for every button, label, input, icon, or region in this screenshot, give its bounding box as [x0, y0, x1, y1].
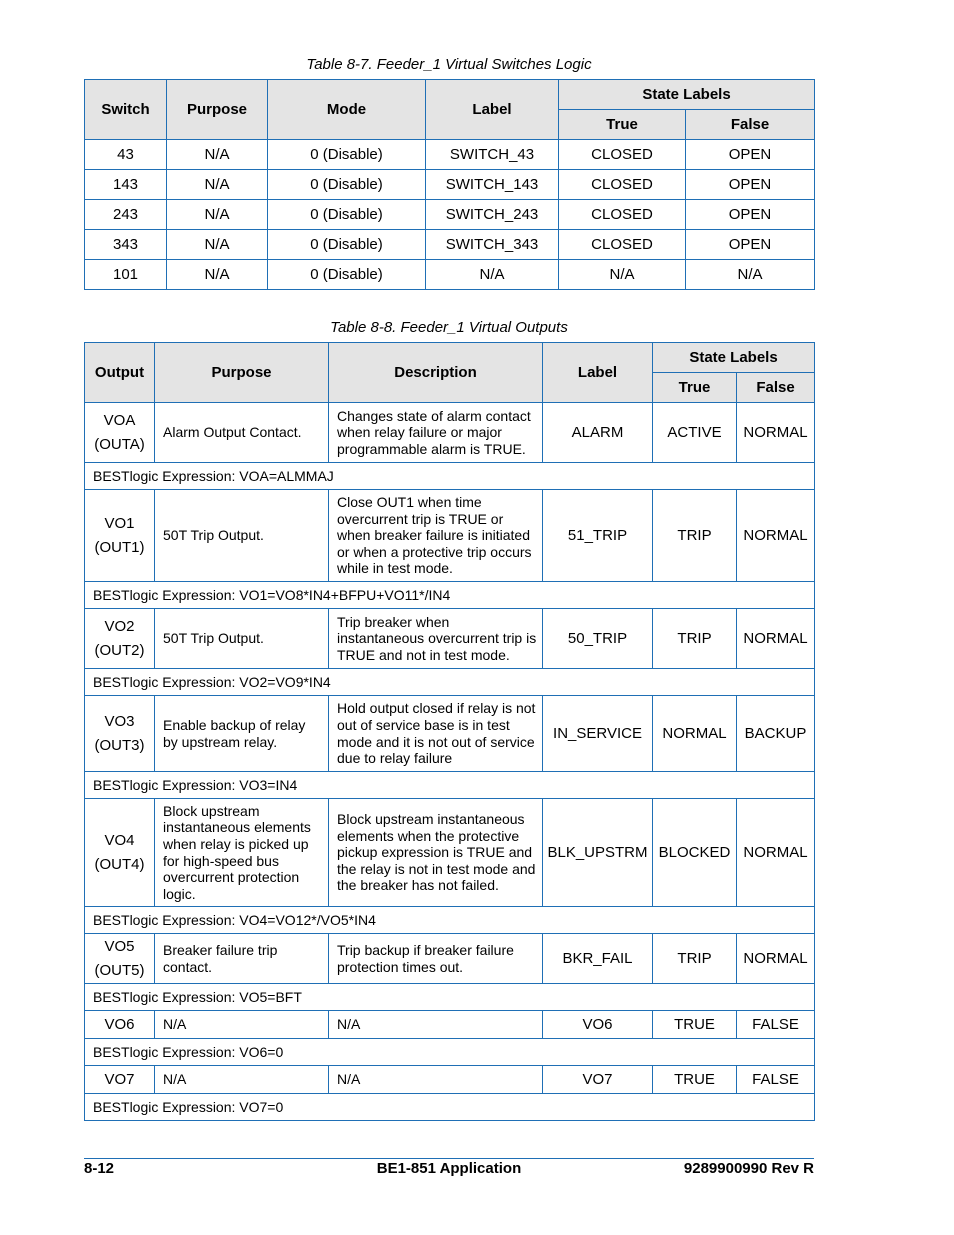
label-cell: N/A [426, 260, 559, 290]
bestlogic-expression: BESTlogic Expression: VOA=ALMMAJ [85, 463, 815, 490]
output-id: (OUT1) [94, 538, 145, 556]
output-cell [85, 799, 155, 907]
false-cell: BACKUP [737, 696, 815, 772]
false-cell: OPEN [686, 170, 815, 200]
description-cell: Trip breaker when instantaneous overcurrent trip is TRUE and not in test mode. [329, 609, 543, 669]
output-id: (OUT2) [94, 641, 145, 659]
output-id: VO7 [104, 1070, 135, 1088]
output-id: VO1 [104, 515, 135, 533]
false-cell: NORMAL [737, 490, 815, 582]
label-cell: 51_TRIP [543, 490, 653, 582]
table-row [85, 260, 815, 290]
false-cell: N/A [686, 260, 815, 290]
purpose-cell: Block upstream instantaneous elements when relay is picked up for high-speed bus overcurrent protection logic. [155, 799, 329, 907]
true-cell: NORMAL [653, 696, 737, 772]
purpose-cell: Breaker failure trip contact. [155, 934, 329, 984]
true-cell: BLOCKED [653, 799, 737, 907]
output-cell [85, 934, 155, 984]
table-row [85, 609, 815, 669]
footer-title: BE1-851 Application [376, 1160, 522, 1177]
purpose-cell: 50T Trip Output. [155, 609, 329, 669]
true-cell: CLOSED [559, 170, 686, 200]
true-cell: CLOSED [559, 230, 686, 260]
purpose-cell: N/A [167, 200, 268, 230]
purpose-cell: N/A [167, 230, 268, 260]
true-cell: CLOSED [559, 200, 686, 230]
footer-doc-number: 9289900990 Rev R [683, 1160, 814, 1177]
mode-cell: 0 (Disable) [268, 170, 426, 200]
table-row [85, 403, 815, 463]
header-state-labels: State Labels [653, 343, 815, 373]
mode-cell: 0 (Disable) [268, 260, 426, 290]
switch-cell: 243 [85, 200, 167, 230]
table-row [85, 1066, 815, 1094]
output-cell [85, 1066, 155, 1094]
false-cell: OPEN [686, 230, 815, 260]
expression-row [85, 1094, 815, 1121]
table-row [85, 230, 815, 260]
description-cell: Changes state of alarm contact when relay failure or major programmable alarm is TRUE. [329, 403, 543, 463]
description-cell: Hold output closed if relay is not out of service base is in test mode and it is not out of service due to relay failure [329, 696, 543, 772]
label-cell: ALARM [543, 403, 653, 463]
header-label: Label [543, 343, 653, 403]
label-cell: BKR_FAIL [543, 934, 653, 984]
mode-cell: 0 (Disable) [268, 140, 426, 170]
expression-row [85, 582, 815, 609]
virtual-outputs-table [84, 342, 815, 1121]
table-row [85, 490, 815, 582]
footer-page-number: 8-12 [84, 1160, 115, 1177]
label-cell: SWITCH_243 [426, 200, 559, 230]
label-cell: 50_TRIP [543, 609, 653, 669]
output-id: VO4 [104, 832, 135, 850]
output-id: VOA [103, 412, 136, 430]
false-cell: OPEN [686, 200, 815, 230]
false-cell: NORMAL [737, 609, 815, 669]
bestlogic-expression: BESTlogic Expression: VO5=BFT [85, 984, 815, 1011]
output-id: VO3 [104, 713, 135, 731]
table-row [85, 1011, 815, 1039]
false-cell: FALSE [737, 1011, 815, 1039]
bestlogic-expression: BESTlogic Expression: VO3=IN4 [85, 772, 815, 799]
false-cell: FALSE [737, 1066, 815, 1094]
output-id: VO6 [104, 1015, 135, 1033]
true-cell: TRUE [653, 1066, 737, 1094]
true-cell: TRIP [653, 609, 737, 669]
bestlogic-expression: BESTlogic Expression: VO1=VO8*IN4+BFPU+VO11*/IN4 [85, 582, 815, 609]
output-cell [85, 696, 155, 772]
purpose-cell: Enable backup of relay by upstream relay. [155, 696, 329, 772]
table-row [85, 140, 815, 170]
bestlogic-expression: BESTlogic Expression: VO6=0 [85, 1039, 815, 1066]
switch-cell: 101 [85, 260, 167, 290]
expression-row [85, 463, 815, 490]
table1-caption: Table 8-7. Feeder_1 Virtual Switches Logic [306, 56, 592, 73]
header-state-labels: State Labels [559, 80, 815, 110]
header-description: Description [329, 343, 543, 403]
bestlogic-expression: BESTlogic Expression: VO2=VO9*IN4 [85, 669, 815, 696]
switch-cell: 343 [85, 230, 167, 260]
expression-row [85, 907, 815, 934]
purpose-cell: N/A [155, 1011, 329, 1039]
header-true: True [559, 110, 686, 140]
label-cell: SWITCH_343 [426, 230, 559, 260]
description-cell: Close OUT1 when time overcurrent trip is TRUE or when breaker failure is initiated or when a protective trip occurs while in test mode. [329, 490, 543, 582]
description-cell: Trip backup if breaker failure protection times out. [329, 934, 543, 984]
description-cell: N/A [329, 1066, 543, 1094]
description-cell: N/A [329, 1011, 543, 1039]
purpose-cell: N/A [155, 1066, 329, 1094]
table-row [85, 934, 815, 984]
true-cell: CLOSED [559, 140, 686, 170]
purpose-cell: 50T Trip Output. [155, 490, 329, 582]
virtual-switches-table [84, 79, 815, 290]
switch-cell: 143 [85, 170, 167, 200]
output-id: VO5 [104, 938, 135, 956]
false-cell: OPEN [686, 140, 815, 170]
output-cell [85, 490, 155, 582]
footer-divider [84, 1158, 814, 1159]
true-cell: ACTIVE [653, 403, 737, 463]
expression-row [85, 772, 815, 799]
output-id: (OUT5) [94, 961, 145, 979]
output-cell [85, 609, 155, 669]
true-cell: TRIP [653, 934, 737, 984]
label-cell: VO6 [543, 1011, 653, 1039]
header-true: True [653, 373, 737, 403]
header-purpose: Purpose [167, 80, 268, 140]
output-id: (OUT4) [94, 855, 145, 873]
table-row [85, 799, 815, 907]
false-cell: NORMAL [737, 403, 815, 463]
header-label: Label [426, 80, 559, 140]
label-cell: IN_SERVICE [543, 696, 653, 772]
false-cell: NORMAL [737, 934, 815, 984]
expression-row [85, 1039, 815, 1066]
label-cell: SWITCH_143 [426, 170, 559, 200]
header-switch: Switch [85, 80, 167, 140]
output-id: (OUTA) [94, 435, 145, 453]
true-cell: TRIP [653, 490, 737, 582]
purpose-cell: N/A [167, 260, 268, 290]
label-cell: BLK_UPSTRM [543, 799, 653, 907]
output-cell [85, 403, 155, 463]
bestlogic-expression: BESTlogic Expression: VO4=VO12*/VO5*IN4 [85, 907, 815, 934]
bestlogic-expression: BESTlogic Expression: VO7=0 [85, 1094, 815, 1121]
purpose-cell: Alarm Output Contact. [155, 403, 329, 463]
header-mode: Mode [268, 80, 426, 140]
true-cell: N/A [559, 260, 686, 290]
output-id: (OUT3) [94, 736, 145, 754]
header-false: False [737, 373, 815, 403]
table-row [85, 200, 815, 230]
false-cell: NORMAL [737, 799, 815, 907]
table-row [85, 696, 815, 772]
true-cell: TRUE [653, 1011, 737, 1039]
header-false: False [686, 110, 815, 140]
description-cell: Block upstream instantaneous elements when the protective pickup expression is TRUE and the relay is not in test mode and the breaker has not failed. [329, 799, 543, 907]
header-output: Output [85, 343, 155, 403]
table-row [85, 170, 815, 200]
mode-cell: 0 (Disable) [268, 230, 426, 260]
label-cell: SWITCH_43 [426, 140, 559, 170]
expression-row [85, 984, 815, 1011]
header-purpose: Purpose [155, 343, 329, 403]
switch-cell: 43 [85, 140, 167, 170]
purpose-cell: N/A [167, 140, 268, 170]
expression-row [85, 669, 815, 696]
output-id: VO2 [104, 618, 135, 636]
purpose-cell: N/A [167, 170, 268, 200]
label-cell: VO7 [543, 1066, 653, 1094]
mode-cell: 0 (Disable) [268, 200, 426, 230]
table2-caption: Table 8-8. Feeder_1 Virtual Outputs [330, 319, 568, 336]
output-cell [85, 1011, 155, 1039]
